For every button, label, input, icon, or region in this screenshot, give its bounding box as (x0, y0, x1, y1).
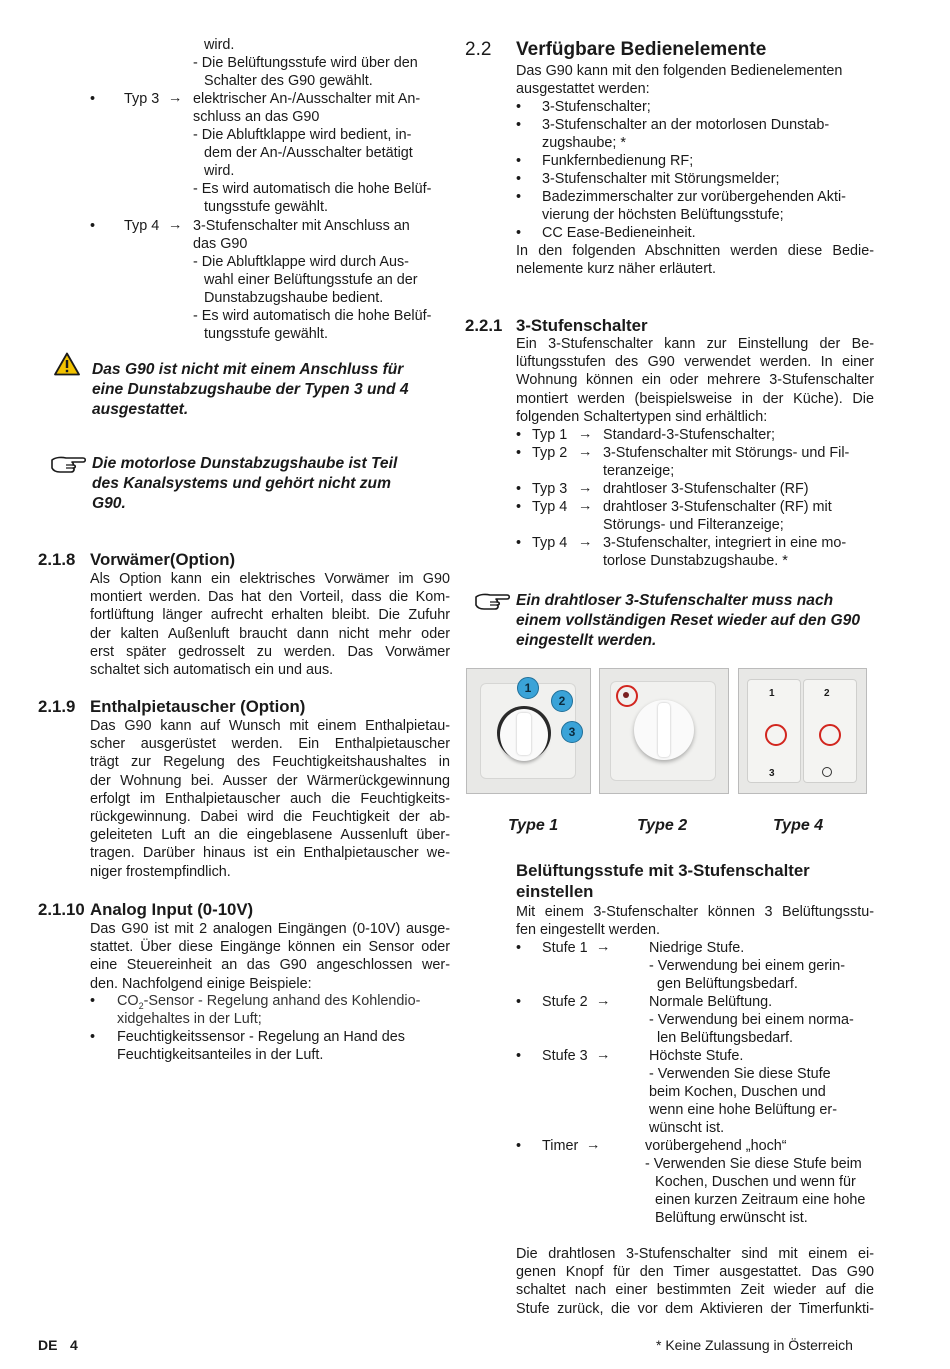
bullet: • (516, 225, 522, 241)
switch-image-type2 (599, 668, 729, 794)
timer-sub: Kochen, Duschen und wenn für (655, 1174, 856, 1190)
image-caption: Type 2 (637, 817, 688, 834)
text-line: Schalter des G90 gewählt. (204, 73, 373, 89)
text-line: schluss an das G90 (193, 109, 320, 125)
type-label: Typ 4 (532, 499, 568, 515)
section-body: Das G90 kann auf Wunsch mit einem Enthalpietau- scher ausgerüstet werden. Ein Enthalpietauscher trägt zur Regelung des Feuchtigkeitshaushaltes in der Wohnung bei. Ausser der Wärmerückgewinnung erfolgt im Enthalpietauscher auch die Feuchtigkeits- rückgewinnung. Dabei wird die Feuchtigkeit der ab- geleiteten Luft an die eingeblasene Aussenluft über- tragen. Darüber hinaus ist ein Enthalpietauscher we- niger frostempfindlich. (90, 718, 450, 880)
list-item: xidgehaltes in der Luft; (117, 1011, 262, 1027)
bullet: • (516, 1138, 522, 1154)
hint-note: Die motorlose Dunstabzugshaube ist Teil des Kanalsystems und gehört nicht zum G90. (92, 455, 398, 512)
subsection-title: Belüftungsstufe mit 3-Stufenschalter einstellen (516, 861, 810, 901)
key-label: 3 (769, 768, 775, 779)
text-line: - Die Abluftklappe wird durch Aus- (193, 254, 409, 270)
list-item: Funkfernbedienung RF; (542, 153, 694, 169)
switch-image-type1 (466, 668, 591, 794)
text-line: dem der An-/Ausschalter betätigt (204, 145, 413, 161)
bullet: • (516, 171, 522, 187)
closing-paragraph: Die drahtlosen 3-Stufenschalter sind mit einem ei- genen Knopf für den Timer ausgestattet. Das G90 schaltet nach einer bestimmten Zeit wieder auf die Stufe zurück, die vor dem Aktivieren der Timerfunkti- (516, 1246, 874, 1317)
arrow-icon: → (578, 444, 593, 460)
timer-label: Timer (542, 1138, 579, 1154)
warning-icon (54, 352, 80, 376)
key-label: 2 (824, 688, 830, 699)
stufe-main: Niedrige Stufe. (649, 940, 745, 956)
arrow-icon: → (578, 498, 593, 514)
text-line: - Es wird automatisch die hohe Belüf- (193, 308, 432, 324)
bullet: • (516, 481, 522, 497)
type-desc: 3-Stufenschalter mit Störungs- und Fil- (603, 445, 850, 461)
bullet: • (516, 445, 522, 461)
page-number: 4 (70, 1337, 78, 1353)
subsection-intro: Mit einem 3-Stufenschalter können 3 Belüftungsstu- fen eingestellt werden. (516, 904, 874, 939)
timer-sub: einen kurzen Zeitraum eine hohe (655, 1192, 866, 1208)
stufe-label: Stufe 2 (542, 994, 588, 1010)
stufe-main: Höchste Stufe. (649, 1048, 744, 1064)
stufe-main: Normale Belüftung. (649, 994, 773, 1010)
stufe-label: Stufe 1 (542, 940, 588, 956)
arrow-icon: → (596, 939, 611, 955)
arrow-icon: → (578, 426, 593, 442)
list-item: Badezimmerschalter zur vorübergehenden Akti- (542, 189, 846, 205)
section-title: Verfügbare Bedienelemente (516, 39, 767, 60)
bullet: • (516, 940, 522, 956)
section-title: Enthalpietauscher (Option) (90, 697, 306, 716)
hint-note: Ein drahtloser 3-Stufenschalter muss nach einem vollständigen Reset wieder auf den G90 eingestellt werden. (516, 592, 861, 649)
section-title: Vorwämer(Option) (90, 550, 236, 569)
text-line: wahl einer Belüftungsstufe an der (204, 272, 418, 288)
section-title: 3-Stufenschalter (516, 316, 648, 335)
warning-note: Das G90 ist nicht mit einem Anschluss für eine Dunstabzugshaube der Typen 3 und 4 ausgestattet. (92, 361, 409, 418)
arrow-icon: → (596, 1047, 611, 1063)
section-number: 2.1.10 (38, 900, 85, 919)
section-number: 2.2 (465, 39, 492, 60)
key-label: 1 (769, 688, 775, 699)
text-line: - Die Abluftklappe wird bedient, in- (193, 127, 412, 143)
arrow-icon: → (578, 480, 593, 496)
type-label: Typ 3 (532, 481, 568, 497)
bullet: • (516, 99, 522, 115)
section-body: Ein 3-Stufenschalter kann zur Einstellung der Be- lüftungsstufen des G90 verwendet werden. In einer Wohnung können ein oder mehrere 3-Stufenschalter montiert werden (beispielsweise in der Küche). Die folgenden Schaltertypen sind erhältlich: (516, 336, 874, 425)
type-desc: torlose Dunstabzugshaube. * (603, 553, 788, 569)
bullet: • (90, 91, 96, 107)
stufe-label: Stufe 3 (542, 1048, 588, 1064)
type-label: Typ 4 (532, 535, 568, 551)
bullet: • (516, 994, 522, 1010)
footer-lang: DE (38, 1337, 58, 1353)
stufe-sub: - Verwenden Sie diese Stufe (649, 1066, 831, 1082)
arrow-icon: → (578, 534, 593, 550)
bullet: • (90, 1029, 96, 1045)
section-title: Analog Input (0-10V) (90, 900, 254, 919)
section-number: 2.2.1 (465, 316, 503, 335)
indicator-ring (765, 724, 787, 746)
text-line: tungsstufe gewählt. (204, 199, 328, 215)
pointing-hand-icon (474, 591, 512, 611)
type-desc: Standard-3-Stufenschalter; (603, 427, 775, 443)
section-outro: In den folgenden Abschnitten werden diese Bedie- nelemente kurz näher erläutert. (516, 243, 874, 278)
section-number: 2.1.9 (38, 697, 76, 716)
bullet: • (90, 993, 96, 1009)
list-item: 3-Stufenschalter; (542, 99, 651, 115)
text-line: Dunstabzugshaube bedient. (204, 290, 384, 306)
status-led (623, 692, 629, 698)
arrow-icon: → (168, 90, 183, 106)
bullet: • (516, 153, 522, 169)
bullet: • (516, 189, 522, 205)
stufe-sub: wenn eine hohe Belüftung er- (649, 1102, 838, 1118)
text-line: tungsstufe gewählt. (204, 326, 328, 342)
arrow-icon: → (586, 1137, 601, 1153)
timer-main: vorübergehend „hoch“ (645, 1138, 787, 1154)
stufe-sub: - Verwendung bei einem gerin- (649, 958, 845, 974)
typ3-label: Typ 3 (124, 91, 160, 107)
step-badge: 1 (517, 677, 539, 699)
stufe-sub: gen Belüftungsbedarf. (657, 976, 798, 992)
image-caption: Type 1 (508, 817, 559, 834)
type-desc: Störungs- und Filteranzeige; (603, 517, 784, 533)
type-desc: teranzeige; (603, 463, 675, 479)
stufe-sub: beim Kochen, Duschen und (649, 1084, 826, 1100)
pointing-hand-icon (50, 454, 88, 474)
section-body: Als Option kann ein elektrisches Vorwämer im G90 montiert werden. Das hat den Vorteil, dass die Kom- fortlüftung länger aufrecht erhalten bleibt. Die Zufuhr der kalten Außenluft braucht dann nicht mehr oder erst später gedrosselt zu werden. Das Vorwämer schaltet sich automatisch ein und aus. (90, 571, 450, 679)
text-line: das G90 (193, 236, 248, 252)
list-item: Feuchtigkeitssensor - Regelung an Hand des (117, 1029, 405, 1045)
bullet: • (516, 499, 522, 515)
text-line: 3-Stufenschalter mit Anschluss an (193, 218, 410, 234)
list-item: 3-Stufenschalter mit Störungsmelder; (542, 171, 780, 187)
switch-image-type4 (738, 668, 867, 794)
stufe-sub: wünscht ist. (649, 1120, 725, 1136)
section-number: 2.1.8 (38, 550, 76, 569)
bullet: • (516, 1048, 522, 1064)
text-line: wird. (204, 37, 235, 53)
type-desc: 3-Stufenschalter, integriert in eine mo- (603, 535, 847, 551)
bullet: • (90, 218, 96, 234)
list-item: Feuchtigkeitsanteiles in der Luft. (117, 1047, 324, 1063)
section-body: Das G90 ist mit 2 analogen Eingängen (0-10V) ausge- stattet. Über diese Eingänge können ein Sensor oder eine Steuereinheit an das G90 angeschlossen wer- den. Nachfolgend einige Beispiele: (90, 921, 450, 992)
text-line: elektrischer An-/Ausschalter mit An- (193, 91, 421, 107)
type-label: Typ 1 (532, 427, 568, 443)
bullet: • (516, 427, 522, 443)
type-label: Typ 2 (532, 445, 568, 461)
type-desc: drahtloser 3-Stufenschalter (RF) (603, 481, 809, 497)
text-line: ausgestattet werden: (516, 81, 650, 97)
footnote: * Keine Zulassung in Österreich (656, 1337, 853, 1353)
list-item: vierung der höchsten Belüftungsstufe; (542, 207, 784, 223)
indicator-ring (819, 724, 841, 746)
timer-icon (822, 767, 832, 777)
bullet: • (516, 535, 522, 551)
step-badge: 3 (561, 721, 583, 743)
image-caption: Type 4 (773, 817, 824, 834)
text-line: - Die Belüftungsstufe wird über den (193, 55, 418, 71)
text-line: wird. (204, 163, 235, 179)
stufe-sub: - Verwendung bei einem norma- (649, 1012, 854, 1028)
list-item: zugshaube; * (542, 135, 627, 151)
arrow-icon: → (596, 993, 611, 1009)
typ4-label: Typ 4 (124, 218, 160, 234)
arrow-icon: → (168, 217, 183, 233)
timer-sub: Belüftung erwünscht ist. (655, 1210, 808, 1226)
list-item: 3-Stufenschalter an der motorlosen Dunstab- (542, 117, 830, 133)
step-badge: 2 (551, 690, 573, 712)
list-item: $CO_2$-Sensor - Regelung anhand des Kohlendio- (117, 993, 421, 1011)
stufe-sub: len Belüftungsbedarf. (657, 1030, 794, 1046)
text-line: Das G90 kann mit den folgenden Bedienelementen (516, 63, 843, 79)
text-line: - Es wird automatisch die hohe Belüf- (193, 181, 432, 197)
timer-sub: - Verwenden Sie diese Stufe beim (645, 1156, 862, 1172)
type-desc: drahtloser 3-Stufenschalter (RF) mit (603, 499, 832, 515)
bullet: • (516, 117, 522, 133)
list-item: CC Ease-Bedieneinheit. (542, 225, 696, 241)
